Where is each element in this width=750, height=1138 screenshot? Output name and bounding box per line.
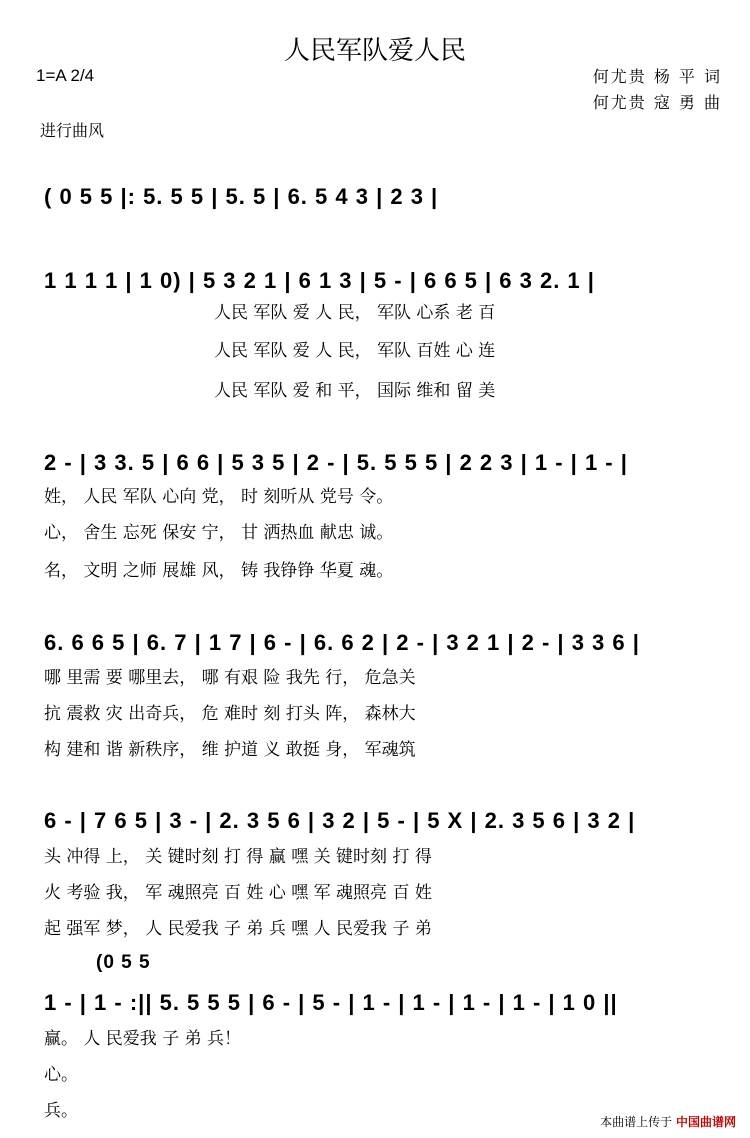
site-logo: 中国曲谱网 bbox=[675, 1115, 736, 1129]
lyric-verse-1: 姓， 人民 军队 心向 党， 时 刻听从 党号 令。 bbox=[44, 487, 394, 507]
lyricist-credit: 何尤贵 杨 平 词 bbox=[592, 67, 722, 86]
lyric-verse-3: 起 强军 梦， 人 民爱我 子 弟 兵 嘿 人 民爱我 子 弟 bbox=[44, 919, 432, 939]
lyric-verse-2: 心， 舍生 忘死 保安 宁， 甘 洒热血 献忠 诚。 bbox=[44, 523, 394, 543]
key-signature: 1=A 2/4 bbox=[36, 66, 95, 85]
lyric-verse-1: 头 冲得 上， 关 键时刻 打 得 赢 嘿 关 键时刻 打 得 bbox=[44, 847, 432, 867]
pickup-notes: (0 5 5 bbox=[96, 952, 151, 973]
page-title: 人民军队爱人民 bbox=[283, 36, 466, 66]
composer-credit: 何尤贵 寇 勇 曲 bbox=[592, 93, 722, 112]
lyric-verse-1: 赢。 人 民爱我 子 弟 兵！ bbox=[44, 1029, 242, 1049]
notation-line: 6 - | 7 6 5 | 3 - | 2. 3 5 6 | 3 2 | 5 - | 5 X | 2. 3 5 6 | 3 2 | bbox=[44, 808, 636, 833]
lyric-verse-2: 心。 bbox=[44, 1065, 78, 1085]
lyric-verse-3: 名， 文明 之师 展雄 风， 铸 我铮铮 华夏 魂。 bbox=[44, 561, 394, 581]
lyric-verse-2: 抗 震救 灾 出奇兵， 危 难时 刻 打头 阵， 森林大 bbox=[44, 704, 416, 724]
upload-footer bbox=[600, 1113, 736, 1130]
lyric-verse-3: 兵。 bbox=[44, 1101, 78, 1121]
lyric-verse-3: 人民 军队 爱 和 平， 国际 维和 留 美 bbox=[214, 381, 496, 401]
notation-line: 1 1 1 1 | 1 0) | 5 3 2 1 | 6 1 3 | 5 - | 6 6 5 | 6 3 2. 1 | bbox=[44, 268, 595, 293]
lyric-verse-1: 哪 里需 要 哪里去， 哪 有艰 险 我先 行， 危急关 bbox=[44, 668, 416, 688]
tempo-style: 进行曲风 bbox=[40, 121, 105, 140]
lyric-verse-2: 火 考验 我， 军 魂照亮 百 姓 心 嘿 军 魂照亮 百 姓 bbox=[44, 883, 432, 903]
lyric-verse-2: 人民 军队 爱 人 民， 军队 百姓 心 连 bbox=[214, 341, 496, 361]
footer-text: 本曲谱上传于 bbox=[600, 1115, 673, 1129]
notation-line: 1 - | 1 - :|| 5. 5 5 5 | 6 - | 5 - | 1 - | 1 - | 1 - | 1 - | 1 0 || bbox=[44, 990, 618, 1015]
notation-line: 2 - | 3 3. 5 | 6 6 | 5 3 5 | 2 - | 5. 5 5 5 | 2 2 3 | 1 - | 1 - | bbox=[44, 450, 628, 475]
notation-line: ( 0 5 5 |: 5. 5 5 | 5. 5 | 6. 5 4 3 | 2 3 | bbox=[44, 184, 439, 209]
lyric-verse-1: 人民 军队 爱 人 民， 军队 心系 老 百 bbox=[214, 303, 496, 323]
notation-line: 6. 6 6 5 | 6. 7 | 1 7 | 6 - | 6. 6 2 | 2 - | 3 2 1 | 2 - | 3 3 6 | bbox=[44, 630, 640, 655]
lyric-verse-3: 构 建和 谐 新秩序， 维 护道 义 敢挺 身， 军魂筑 bbox=[44, 740, 416, 760]
